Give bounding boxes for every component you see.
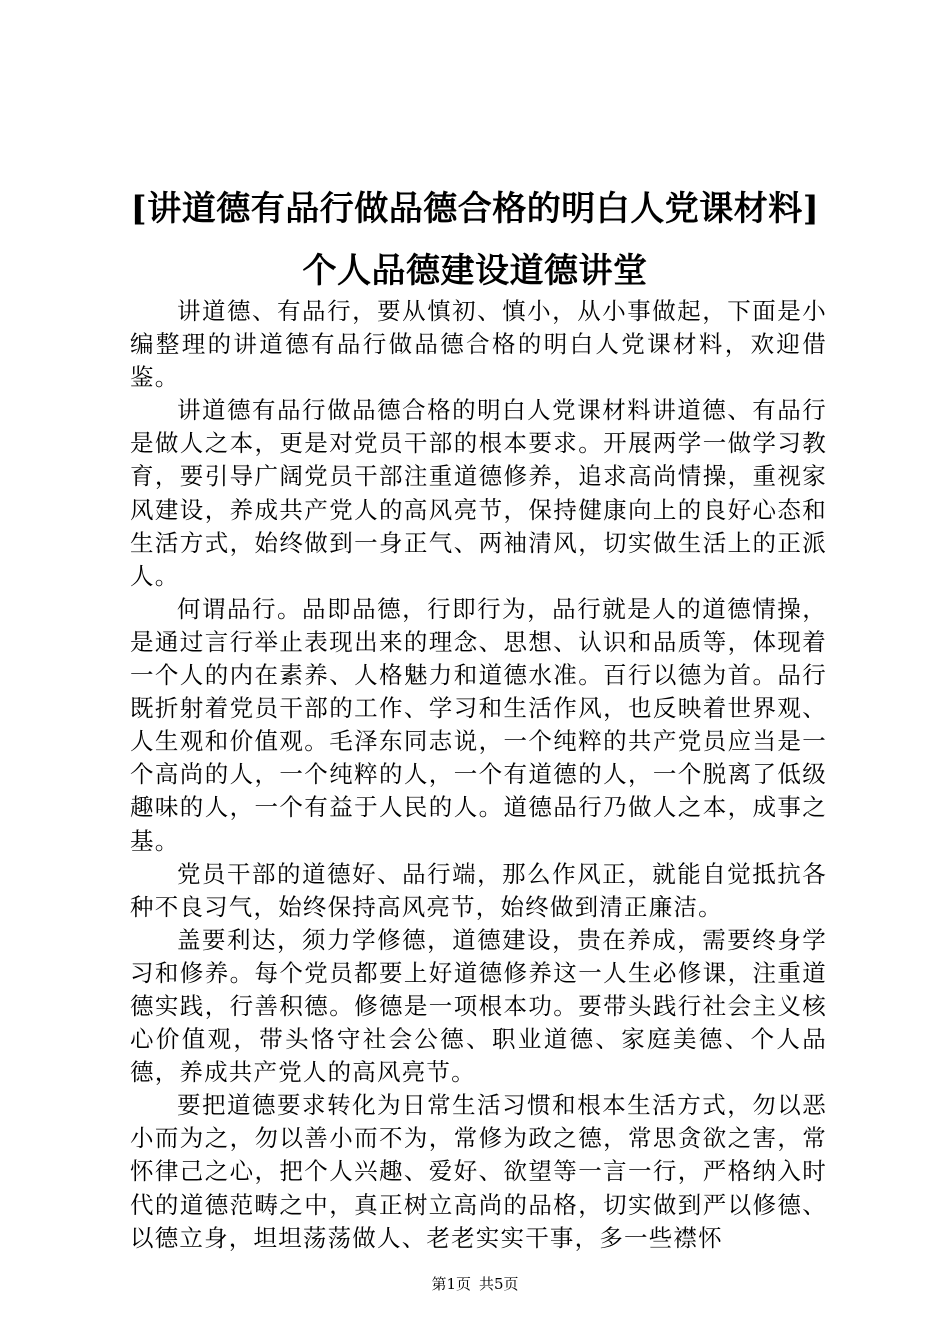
document-body xyxy=(130,295,827,1255)
paragraph: 要把道德要求转化为日常生活习惯和根本生活方式，勿以恶小而为之，勿以善小而不为，常修为政之德，常思贪欲之害，常怀律己之心，把个人兴趣、爱好、欲望等一言一行，严格纳入时代的道德范畴之中，真正树立高尚的品格，切实做到严以修德、以德立身，坦坦荡荡做人、老老实实干事，多一些襟怀 xyxy=(130,1091,827,1252)
page-total: 共5页 xyxy=(479,1275,519,1293)
page-footer xyxy=(0,1274,950,1294)
paragraph: 讲道德、有品行，要从慎初、慎小，从小事做起，下面是小编整理的讲道德有品行做品德合格的明白人党课材料，欢迎借鉴。 xyxy=(130,297,827,392)
document-title-line1: [讲道德有品行做品德合格的明白人党课材料] xyxy=(130,189,820,229)
document-title-line2: 个人品德建设道德讲堂 xyxy=(302,251,648,291)
page-number: 第1页 xyxy=(431,1275,471,1293)
paragraph: 党员干部的道德好、品行端，那么作风正，就能自觉抵抗各种不良习气，始终保持高风亮节，始终做到清正廉洁。 xyxy=(130,859,827,921)
paragraph: 何谓品行。品即品德，行即行为，品行就是人的道德情操，是通过言行举止表现出来的理念、思想、认识和品质等，体现着一个人的内在素养、人格魅力和道德水准。百行以德为首。品行既折射着党员干部的工作、学习和生活作风，也反映着世界观、人生观和价值观。毛泽东同志说，一个纯粹的共产党员应当是一个高尚的人，一个纯粹的人，一个有道德的人，一个脱离了低级趣味的人，一个有益于人民的人。道德品行乃做人之本，成事之基。 xyxy=(130,594,827,855)
paragraph: 盖要利达，须力学修德，道德建设，贵在养成，需要终身学习和修养。每个党员都要上好道德修养这一人生必修课，注重道德实践，行善积德。修德是一项根本功。要带头践行社会主义核心价值观，带头恪守社会公德、职业道德、家庭美德、个人品德，养成共产党人的高风亮节。 xyxy=(130,925,827,1087)
paragraph: 讲道德有品行做品德合格的明白人党课材料讲道德、有品行是做人之本，更是对党员干部的根本要求。开展两学一做学习教育，要引导广阔党员干部注重道德修养，追求高尚情操，重视家风建设，养成共产党人的高风亮节，保持健康向上的良好心态和生活方式，始终做到一身正气、两袖清风，切实做生活上的正派人。 xyxy=(130,396,827,590)
